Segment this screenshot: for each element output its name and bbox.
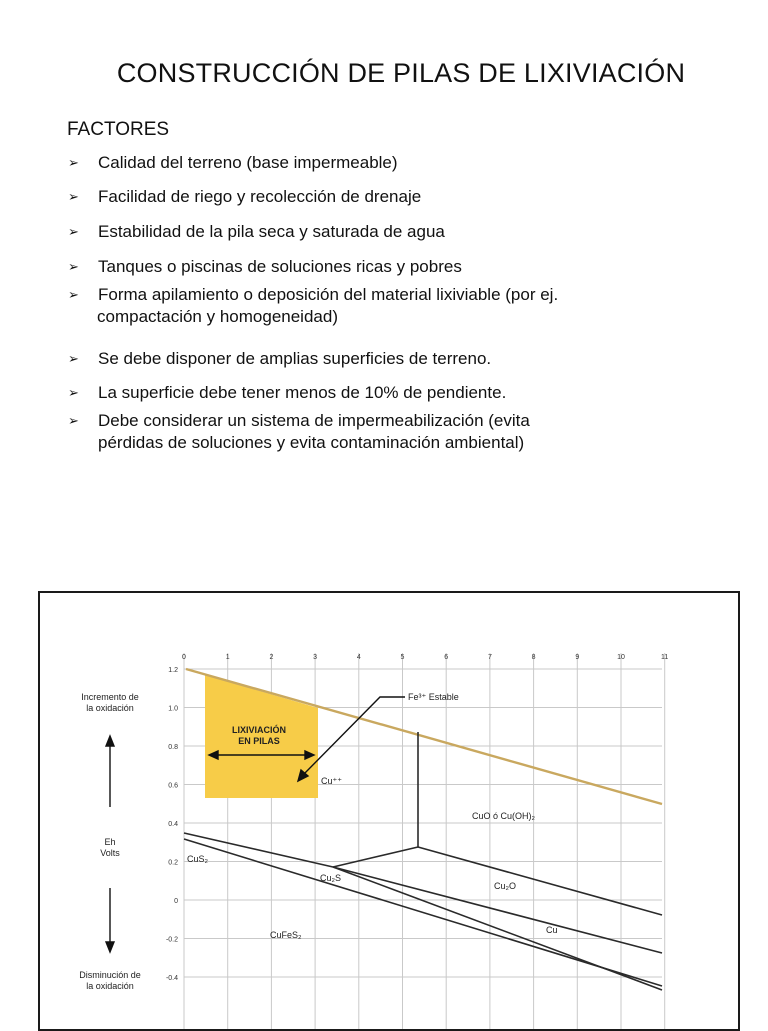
eh-ph-diagram [40,593,740,1031]
eh-diagram-frame [38,591,740,1031]
fe3-stable-label: Fe³⁺ Estable [408,692,459,702]
list-item [68,410,530,454]
list-item-text: Tanques o piscinas de soluciones ricas y pobres [98,257,462,276]
list-item-text-continued: compactación y homogeneidad) [97,307,338,326]
oxidation-decrease-label: Disminución de [79,970,141,980]
cu2s-label: Cu₂S [320,873,342,883]
x-tick-label: 10 [617,654,625,661]
oxidation-decrease-label: la oxidación [86,981,134,991]
eh-axis-label: Volts [100,848,120,858]
arrowhead-bullet-icon: ➢ [68,413,79,428]
y-tick-label: 0 [174,898,178,905]
section-heading: FACTORES [67,119,170,140]
arrowhead-bullet-icon: ➢ [68,155,79,170]
list-item-text: Facilidad de riego y recolección de drenaje [98,187,422,206]
list-item-text: Estabilidad de la pila seca y saturada de agua [98,222,445,241]
oxidation-increase-label: la oxidación [86,703,134,713]
arrowhead-bullet-icon: ➢ [68,385,79,400]
x-tick-label: 9 [575,654,580,661]
list-item-text: La superficie debe tener menos de 10% de pendiente. [98,383,507,402]
cufes2-label: CuFeS₂ [270,930,302,940]
heap-leaching-label: EN PILAS [238,736,280,746]
heap-leaching-label: LIXIVIACIÓN [231,725,287,735]
x-tick-label: 7 [487,654,492,661]
x-tick-label: 1 [225,654,230,661]
list-item [68,284,558,328]
arrowhead-bullet-icon: ➢ [68,189,79,204]
list-item [68,348,491,370]
oxidation-increase-label: Incremento de [81,692,139,702]
x-tick-label: 8 [531,654,536,661]
page-title: CONSTRUCCIÓN DE PILAS DE LIXIVIACIÓN [116,58,686,88]
x-tick-label: 3 [313,654,318,661]
boundary-line [333,867,662,953]
down-arrow-icon [106,942,114,952]
list-item-text: Se debe disponer de amplias superficies de terreno. [98,349,492,368]
x-tick-label: 0 [182,654,186,661]
cu-label: Cu [546,925,558,935]
list-item [68,382,506,404]
y-tick-labels [166,667,178,982]
eh-axis-label: Eh [104,837,116,847]
y-tick-label: 0.2 [168,859,178,867]
cus2-label: CuS₂ [187,854,209,864]
list-item-text-continued: pérdidas de soluciones y evita contaminación ambiental) [98,433,525,452]
list-item [68,221,445,243]
x-tick-label: 6 [444,654,449,661]
cu-ion-label: Cu⁺⁺ [321,776,343,786]
cuo-label: CuO ó Cu(OH)₂ [472,811,536,821]
list-item [68,152,398,174]
x-tick-label: 11 [661,654,669,661]
list-item-text: Forma apilamiento o deposición del material lixiviable (por ej. [98,285,559,304]
list-item-text: Calidad del terreno (base impermeable) [98,153,398,172]
cu2o-label: Cu₂O [494,881,516,891]
arrowhead-bullet-icon: ➢ [68,259,79,274]
list-item-text: Debe considerar un sistema de impermeabilización (evita [98,411,530,430]
x-tick-label: 4 [356,654,361,661]
arrowhead-bullet-icon: ➢ [68,224,79,239]
x-tick-labels [182,654,668,661]
arrowhead-bullet-icon: ➢ [68,351,79,366]
x-tick-label: 5 [400,654,405,661]
y-tick-label: 0.6 [168,782,178,790]
y-tick-label: 0.8 [168,744,178,751]
y-tick-label: -0.4 [165,975,178,982]
x-tick-label: 2 [269,654,274,661]
y-tick-label: 1.2 [168,667,178,674]
y-tick-label: -0.2 [165,936,178,944]
list-item [68,256,462,278]
y-tick-label: 0.4 [168,821,178,828]
arrowhead-bullet-icon: ➢ [68,287,79,302]
boundary-line [333,847,418,867]
list-item [68,186,421,208]
up-arrow-icon [106,736,114,746]
y-tick-label: 1.0 [168,705,178,713]
boundary-line [418,847,662,915]
